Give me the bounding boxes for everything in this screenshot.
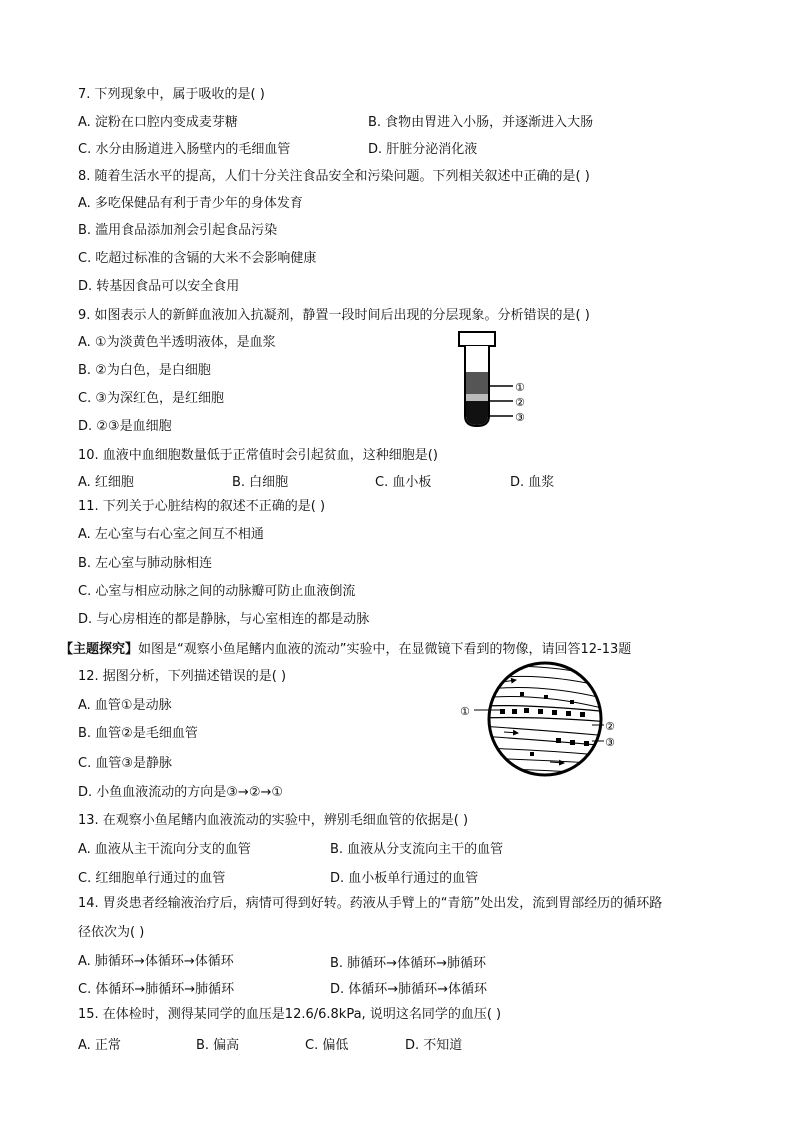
q14-option-c: C. 体循环→肺循环→肺循环 bbox=[78, 982, 235, 997]
tube-label-3: ③ bbox=[515, 411, 525, 424]
white-layer bbox=[466, 394, 488, 401]
q15-option-b: B. 偏高 bbox=[196, 1038, 240, 1053]
q8-option-b: B. 滥用食品添加剂会引起食品污染 bbox=[78, 223, 278, 238]
red-layer bbox=[466, 401, 488, 425]
q10-option-b: B. 白细胞 bbox=[232, 475, 289, 490]
q11-option-b: B. 左心室与肺动脉相连 bbox=[78, 556, 213, 571]
q8-option-d: D. 转基因食品可以安全食用 bbox=[78, 279, 240, 294]
q13-option-a: A. 血液从主干流向分支的血管 bbox=[78, 842, 251, 857]
q14-stem-line1: 14. 胃炎患者经输液治疗后，病情可得到好转。药液从手臂上的“青筋”处出发，流到胃部经历的循环路 bbox=[78, 896, 663, 911]
q13-option-d: D. 血小板单行通过的血管 bbox=[330, 871, 479, 886]
q14-option-a: A. 肺循环→体循环→体循环 bbox=[78, 954, 234, 969]
tube-label-1: ① bbox=[515, 381, 525, 394]
tube-stopper bbox=[459, 332, 495, 346]
plasma-layer bbox=[466, 372, 488, 394]
q15-option-a: A. 正常 bbox=[78, 1038, 121, 1053]
q7-option-c: C. 水分由肠道进入肠壁内的毛细血管 bbox=[78, 142, 291, 157]
blood-test-tube-figure bbox=[455, 330, 545, 430]
q10-option-a: A. 红细胞 bbox=[78, 475, 134, 490]
q13-stem: 13. 在观察小鱼尾鳍内血液流动的实验中，辨别毛细血管的依据是( ) bbox=[78, 813, 469, 828]
fish-tail-blood-vessels-figure bbox=[460, 660, 620, 778]
q11-option-a: A. 左心室与右心室之间互不相通 bbox=[78, 527, 264, 542]
q7-stem: 7. 下列现象中，属于吸收的是( ) bbox=[78, 87, 265, 102]
q8-option-a: A. 多吃保健品有利于青少年的身体发育 bbox=[78, 196, 303, 211]
q9-option-b: B. ②为白色，是白细胞 bbox=[78, 363, 211, 378]
q14-stem-line2: 径依次为( ) bbox=[78, 925, 145, 940]
q7-option-a: A. 淀粉在口腔内变成麦芽糖 bbox=[78, 115, 238, 130]
q7-option-d: D. 肝脏分泌消化液 bbox=[368, 142, 478, 157]
q14-option-d: D. 体循环→肺循环→体循环 bbox=[330, 982, 488, 997]
q9-option-a: A. ①为淡黄色半透明液体，是血浆 bbox=[78, 335, 276, 350]
q7-option-b: B. 食物由胃进入小肠，并逐渐进入大肠 bbox=[368, 115, 594, 130]
q15-option-c: C. 偏低 bbox=[305, 1038, 349, 1053]
theme-tag: 【主题探究】 bbox=[60, 642, 139, 657]
vessel-label-3: ③ bbox=[605, 736, 615, 749]
q8-option-c: C. 吃超过标准的含镉的大米不会影响健康 bbox=[78, 251, 317, 266]
q9-option-c: C. ③为深红色，是红细胞 bbox=[78, 391, 224, 406]
theme-text: 如图是“观察小鱼尾鳍内血液的流动”实验中，在显微镜下看到的物像，请回答12-13题 bbox=[138, 642, 632, 657]
q11-option-c: C. 心室与相应动脉之间的动脉瓣可防止血液倒流 bbox=[78, 584, 356, 599]
q10-stem: 10. 血液中血细胞数量低于正常值时会引起贫血，这种细胞是() bbox=[78, 448, 438, 463]
q10-option-c: C. 血小板 bbox=[375, 475, 432, 490]
q13-option-c: C. 红细胞单行通过的血管 bbox=[78, 871, 226, 886]
q15-option-d: D. 不知道 bbox=[405, 1038, 463, 1053]
q12-option-c: C. 血管③是静脉 bbox=[78, 756, 172, 771]
vessel-label-2: ② bbox=[605, 720, 615, 733]
q9-stem: 9. 如图表示人的新鲜血液加入抗凝剂，静置一段时间后出现的分层现象。分析错误的是( ) bbox=[78, 308, 590, 323]
vessel-label-1: ① bbox=[460, 705, 470, 718]
q11-stem: 11. 下列关于心脏结构的叙述不正确的是( ) bbox=[78, 499, 326, 514]
q15-stem: 15. 在体检时，测得某同学的血压是12.6/6.8kPa, 说明这名同学的血压( ) bbox=[78, 1007, 502, 1022]
q12-option-b: B. 血管②是毛细血管 bbox=[78, 726, 198, 741]
microscope-field bbox=[480, 660, 610, 778]
q14-option-b: B. 肺循环→体循环→肺循环 bbox=[330, 956, 486, 971]
q11-option-d: D. 与心房相连的都是静脉，与心室相连的都是动脉 bbox=[78, 612, 370, 627]
q9-option-d: D. ②③是血细胞 bbox=[78, 419, 172, 434]
q8-stem: 8. 随着生活水平的提高，人们十分关注食品安全和污染问题。下列相关叙述中正确的是( ) bbox=[78, 169, 590, 184]
q12-stem: 12. 据图分析，下列描述错误的是( ) bbox=[78, 669, 287, 684]
q13-option-b: B. 血液从分支流向主干的血管 bbox=[330, 842, 504, 857]
q12-option-a: A. 血管①是动脉 bbox=[78, 698, 172, 713]
q10-option-d: D. 血浆 bbox=[510, 475, 555, 490]
q12-option-d: D. 小鱼血液流动的方向是③→②→① bbox=[78, 785, 284, 800]
theme-paragraph bbox=[60, 641, 631, 659]
tube-label-2: ② bbox=[515, 396, 525, 409]
